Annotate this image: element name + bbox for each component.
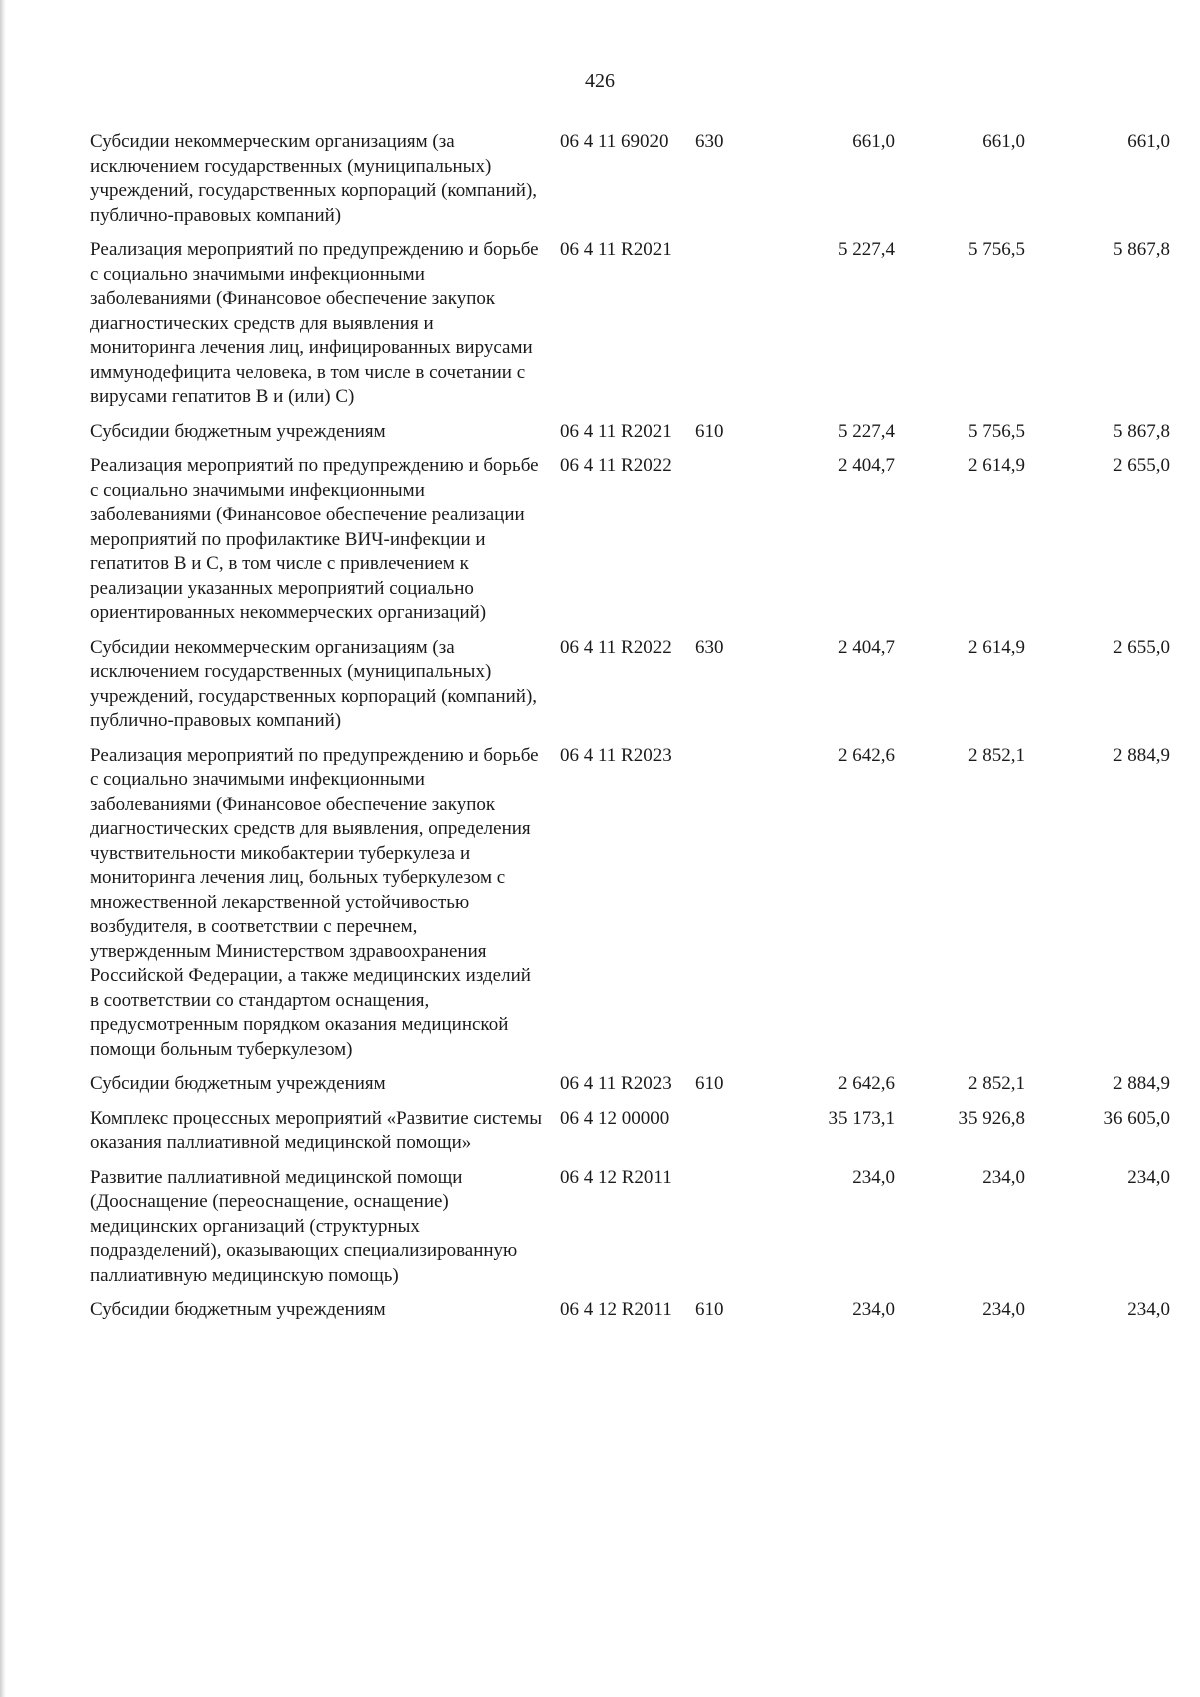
page-number: 426 [585,70,615,92]
row-target-code: 06 4 11 R2022 [560,636,672,658]
row-target-code: 06 4 11 R2021 [560,420,672,442]
row-expense-type: 610 [695,1299,724,1320]
row-amount-2: 2 852,1 [968,1073,1025,1094]
row-expense-type [695,744,750,1073]
row-description: Реализация мероприятий по предупреждению и борьбе с социально значимыми инфекционными заболеваниями (Финансовое обеспечение закупок диагностических средств для выявления, определения чувствительности микобактерии туберкулеза и мониторинга лечения лиц, больных туберкулезом с множественной лекарственной устойчивостью возбудителя, в соответствии с перечнем, утвержденным Министерством здравоохранения Российской Федерации, а также медицинских изделий в соответствии со стандартом оснащения, предусмотренным порядком оказания медицинской помощи больным туберкулезом) [90,744,539,1060]
row-amount-1: 2 404,7 [838,636,895,658]
scan-edge-shadow [0,0,6,1697]
row-description: Субсидии некоммерческим организациям (за исключением государственных (муниципальных) учреждений, государственных корпораций (компаний), публично-правовых компаний) [90,131,538,226]
table-row [90,1107,1170,1166]
row-amount-1: 5 227,4 [838,239,895,260]
row-target-code: 06 4 12 R2011 [560,1166,672,1188]
row-amount-1: 2 642,6 [838,744,895,766]
table-row [90,238,1170,420]
row-expense-type [695,238,750,420]
row-description: Развитие паллиативной медицинской помощи (Дооснащение (переоснащение, оснащение) медицинских организаций (структурных подразделений), оказывающих специализированную паллиативную медицинскую помощь) [90,1166,518,1286]
row-expense-type [695,1166,750,1299]
row-target-code: 06 4 11 R2022 [560,455,672,476]
table-row [90,1298,1170,1333]
row-amount-2: 661,0 [982,131,1025,152]
row-target-code: 06 4 11 69020 [560,131,669,152]
row-amount-3: 234,0 [1127,1166,1170,1188]
row-amount-3: 661,0 [1127,131,1170,152]
row-amount-3: 5 867,8 [1113,420,1170,442]
table-row [90,454,1170,636]
row-expense-type: 630 [695,636,724,658]
row-description: Субсидии некоммерческим организациям (за исключением государственных (муниципальных) учреждений, государственных корпораций (компаний), публично-правовых компаний) [90,636,538,731]
row-amount-1: 661,0 [852,131,895,152]
row-target-code: 06 4 12 00000 [560,1107,670,1129]
row-amount-1: 5 227,4 [838,420,895,442]
row-amount-2: 2 614,9 [968,455,1025,476]
table-row [90,744,1170,1073]
row-amount-1: 35 173,1 [828,1107,895,1129]
row-expense-type: 630 [695,131,724,152]
row-expense-type [695,1107,750,1166]
budget-table [90,130,1170,1333]
table-row [90,1166,1170,1299]
row-amount-3: 36 605,0 [1103,1107,1170,1129]
row-amount-2: 2 614,9 [968,636,1025,658]
row-description: Комплекс процессных мероприятий «Развитие системы оказания паллиативной медицинской помощи» [90,1107,542,1153]
row-description: Субсидии бюджетным учреждениям [90,1073,386,1094]
row-amount-1: 2 642,6 [838,1073,895,1094]
row-target-code: 06 4 11 R2023 [560,1073,672,1094]
row-amount-3: 2 884,9 [1113,744,1170,766]
row-expense-type [695,454,750,636]
row-amount-3: 5 867,8 [1113,239,1170,260]
row-target-code: 06 4 11 R2021 [560,239,672,260]
row-expense-type: 610 [695,1073,724,1094]
row-expense-type: 610 [695,420,724,442]
row-description: Реализация мероприятий по предупреждению и борьбе с социально значимыми инфекционными заболеваниями (Финансовое обеспечение реализации мероприятий по профилактике ВИЧ-инфекции и гепатитов B и C, в том числе с привлечением к реализации указанных мероприятий социально ориентированных некоммерческих организаций) [90,455,539,623]
table-row [90,420,1170,455]
row-amount-3: 234,0 [1127,1299,1170,1320]
row-amount-1: 234,0 [852,1299,895,1320]
row-amount-1: 234,0 [852,1166,895,1188]
row-amount-3: 2 884,9 [1113,1073,1170,1094]
row-amount-1: 2 404,7 [838,455,895,476]
row-description: Субсидии бюджетным учреждениям [90,420,386,442]
row-amount-2: 5 756,5 [968,420,1025,442]
row-amount-2: 35 926,8 [958,1107,1025,1129]
table-row [90,636,1170,744]
table-row [90,130,1170,238]
row-amount-2: 5 756,5 [968,239,1025,260]
row-amount-2: 2 852,1 [968,744,1025,766]
row-description: Субсидии бюджетным учреждениям [90,1299,386,1320]
row-target-code: 06 4 12 R2011 [560,1299,672,1320]
row-amount-3: 2 655,0 [1113,455,1170,476]
table-row [90,1072,1170,1107]
row-description: Реализация мероприятий по предупреждению и борьбе с социально значимыми инфекционными заболеваниями (Финансовое обеспечение закупок диагностических средств для выявления и мониторинга лечения лиц, инфицированных вирусами иммунодефицита человека, в том числе в сочетании с вирусами гепатитов B и (или) C) [90,239,539,407]
row-amount-2: 234,0 [982,1299,1025,1320]
row-amount-3: 2 655,0 [1113,636,1170,658]
row-target-code: 06 4 11 R2023 [560,744,672,766]
row-amount-2: 234,0 [982,1166,1025,1188]
